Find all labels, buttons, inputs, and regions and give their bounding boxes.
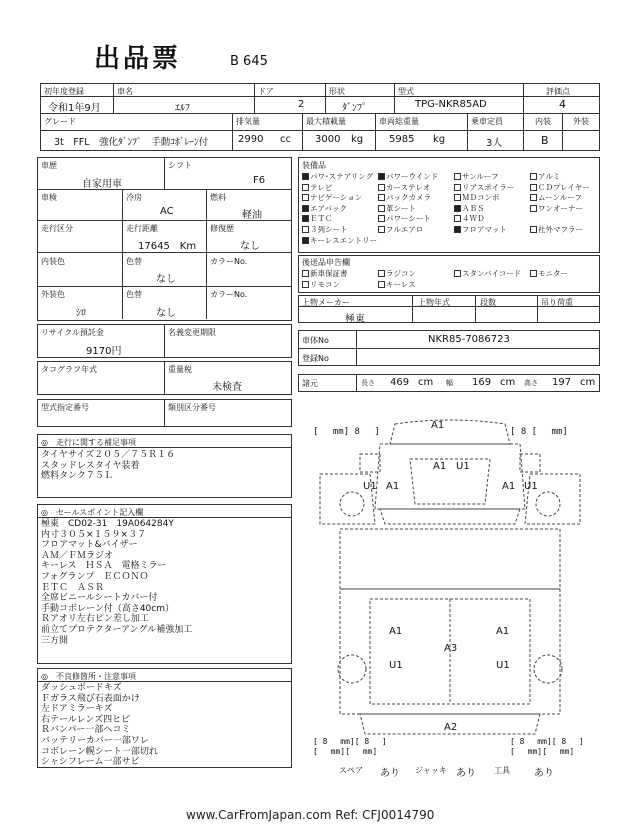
checkbox [302,173,309,180]
checkbox [454,226,461,233]
equipment-item [378,224,423,235]
note-line: Ｆガラス飛び石表面かけ [41,693,140,704]
score-label: 評価点 [546,87,570,96]
tread-value: 8 [354,427,360,437]
mm-unit: mm [330,747,341,756]
equipment-label: ＡＢＳ [462,203,485,213]
body-maker-value: 極東 [345,314,365,325]
jack-value: あり [456,768,476,779]
note-line: タイヤサイズ２０５／７５Ｒ１６ [41,450,176,460]
note-line: 全席ビニールシートカバー付 [41,593,158,604]
after-market-item [378,268,416,279]
checkbox [378,184,385,191]
checkbox [302,215,309,222]
damage-mark: A1 [389,626,403,637]
equipment-label: ＥＴＣ [310,214,333,224]
damage-mark: U1 [389,660,403,671]
checkbox [454,215,461,222]
note-line: スタッドレスタイヤ装着 [41,460,140,471]
after-market-label: キーレス [386,280,416,289]
note-line: 前立てプロテクターアングル補強加工 [41,624,193,635]
shift-label: シフト [168,161,192,170]
equipment-item [454,213,485,224]
equipment-item [454,171,499,182]
note-line: キーレス ＨＳＡ 電格ミラー [41,561,167,572]
checkbox [530,173,537,180]
checkbox [454,194,461,201]
note-line: 内寸３０５×１５９×３７ [41,529,147,540]
damage-mark: A3 [444,643,458,654]
sheet-title: 出品票 [94,44,182,74]
defects-list [41,683,158,768]
damage-mark: A1 [502,481,516,492]
equipment-label: サンルーフ [462,172,499,181]
equipment-label: ナビゲーション [310,193,363,203]
exterior-color-value: ｼﾛ [76,308,86,319]
jack-label: ジャッキ [415,766,447,775]
note-line: Ｒアオリ左右ピン差し加工 [41,614,149,625]
equipment-item [378,203,416,214]
footer-site: www.CarFromJapan.com [186,808,332,822]
checkbox [378,281,385,288]
first-reg-label: 初年度登録 [44,87,84,96]
tools-value: あり [534,768,554,779]
length-value: 469 [390,377,410,388]
note-line: ＥＴＣ ＡＳＲ [41,582,105,593]
after-market-label: モニター [538,269,568,278]
capacity-value: 3人 [486,138,503,149]
equipment-item [530,192,582,203]
sales-points-title: ◎ セールスポイント記入欄 [41,508,144,517]
equipment-item [302,171,373,182]
note-line: 左ドアミラーキズ [41,704,113,715]
mm-unit: mm [537,737,547,746]
equipment-label: フロアマット [462,225,507,234]
width-unit: cm [500,377,516,388]
mm-unit: mm [340,737,350,746]
interior-color-change-label: 色替 [126,257,142,266]
note-line: 極東 CD02-31 19A064284Y [41,519,174,529]
checkbox [530,184,537,191]
damage-mark: A1 [386,481,400,492]
damage-mark: U1 [363,481,377,492]
equipment-item [302,182,332,193]
class-no-label: 類別区分番号 [168,403,216,412]
equipment-item [530,224,583,235]
equipment-label: ムーンルーフ [538,193,582,203]
footer-watermark [186,808,434,822]
after-market-label: ラジコン [386,269,416,278]
max-load-label: 最大積載量 [306,117,346,126]
equipment-item [378,213,431,224]
checkbox [454,205,461,212]
note-line: フロアマット&バイザー [41,540,138,551]
equipment-label: エアバック [310,203,347,213]
checkbox [378,205,385,212]
score-value: 4 [559,98,566,111]
repair-history-value: なし [240,241,260,252]
after-market-item [454,268,521,279]
body-year-label: 上物年式 [418,298,450,307]
equipment-label: ＣＤプレイヤー [538,182,590,192]
equipment-item [378,182,430,193]
front-left-tread: [ mm] 8 ] [313,427,380,437]
registration-no-label: 登録No [302,354,329,363]
equipment-label: リアスポイラー [462,182,515,192]
ac-label: 冷房 [126,193,142,202]
equipment-item [378,171,438,182]
damage-mark: A1 [496,626,510,637]
fuel-label: 燃料 [210,193,226,202]
after-market-title: 後送品申告欄 [302,258,350,267]
note-line: コボレーン幌シート一部切れ [41,746,158,757]
width-value: 169 [472,377,492,388]
mm-unit: mm [527,747,538,756]
interior-color-label: 内装色 [41,257,65,266]
ac-value: AC [160,206,174,217]
truck-diagram [300,414,600,750]
equipment-label: 社外マフラー [538,225,583,234]
checkbox [302,270,309,277]
checkbox [454,184,461,191]
after-market-item [378,279,416,290]
checkbox [302,184,309,191]
weight-tax-value: 未検査 [212,382,242,393]
usage-value: 自家用車 [82,179,122,190]
weight-tax-label: 重量税 [168,365,192,374]
equipment-label: パワーシート [386,214,431,224]
defects-title: ◎ 不良修箇所・注意事項 [41,672,136,681]
height-value: 197 [552,377,572,388]
tread-value: 8 [364,737,370,746]
equipment-label: ４ＷＤ [462,214,485,224]
tread-value: 8 [519,737,525,746]
equipment-item [530,171,560,182]
shape-value: ﾀﾞﾝﾌﾟ [342,103,367,114]
mileage-label: 走行距離 [126,224,158,233]
tools-label: 工具 [494,766,510,775]
interior-grade-label: 内装 [535,117,551,126]
equipment-label: パワーウインド [386,172,439,181]
equipment-label: フルエアロ [386,225,424,234]
mm-unit: mm [332,427,344,437]
equipment-item [530,182,590,193]
grade-label: グレード [44,117,76,126]
repair-history-label: 修復歴 [210,224,234,233]
tread-value: 8 [561,737,567,746]
checkbox [302,194,309,201]
damage-mark: A1 [431,420,445,431]
first-reg-value: 令和1年9月 [48,103,101,114]
equipment-title: 装備品 [302,161,326,170]
shift-value: F6 [253,175,266,186]
equipment-label: アルミ [538,172,561,181]
checkbox [378,194,385,201]
front-right-tread: [ 8 [ mm] [510,427,568,437]
shape-label: 形状 [329,87,345,96]
note-line: フォグランプ ＥＣＯＮＯ [41,571,149,582]
equipment-label: キーレスエントリー [310,235,378,245]
mileage-category-label: 走行区分 [41,224,73,233]
interior-color-change-value: なし [156,274,176,285]
equipment-label: ワンオーナー [538,203,583,213]
equipment-label: ＭＤコンポ [462,193,500,203]
equipment-item [302,213,333,224]
interior-grade-value: B [541,134,549,147]
note-line: ＡＭ／ＦＭラジオ [41,550,114,561]
displacement-value: 2990 [238,134,264,145]
width-label: 幅 [446,379,453,387]
note-line: 右テールレンズ四ヒビ [41,714,131,725]
damage-mark: A2 [444,722,458,733]
lot-number: B 645 [230,54,268,69]
after-market-item [302,268,348,279]
grade-value: 3t FFL 強化ﾀﾞﾝﾌﾟ 手動ｺﾎﾞﾚｰﾝ付 [54,137,209,148]
doors-value: 2 [298,99,305,110]
equipment-label: テレビ [310,182,333,192]
equipment-item [302,192,362,203]
checkbox [454,173,461,180]
gross-weight-value: 5985 [389,134,415,145]
doors-label: ドア [258,87,274,96]
checkbox [530,194,537,201]
exterior-color-label: 外装色 [41,290,65,299]
checkbox [378,270,385,277]
interior-color-no-label: カラーNo. [210,257,248,266]
mm-unit: mm [551,427,563,437]
checkbox [302,226,309,233]
equipment-label: バックカメラ [386,193,431,203]
equipment-item [378,192,431,203]
driving-notes-title: ◎ 走行に関する補足事項 [41,438,136,447]
height-label: 高さ [524,379,538,387]
equipment-item [454,203,485,214]
rear-left-tread: [ 8 mm][ 8 ] [ mm][ mm] [313,737,387,756]
tachograph-label: タコグラフ年式 [41,365,97,374]
gross-weight-unit: kg [433,134,446,145]
car-name-value: ｴﾙﾌ [175,103,190,114]
equipment-label: カーステレオ [386,182,431,192]
note-line: シャシフレーム一部サビ [41,757,140,768]
equipment-item [302,224,348,235]
equipment-label: ３列シート [310,225,348,234]
damage-mark: U1 [496,660,510,671]
equipment-item [302,235,377,246]
length-unit: cm [418,377,434,388]
displacement-label: 排気量 [236,117,260,126]
hoist-load-label: 吊り荷重 [541,298,573,307]
checkbox [302,237,309,244]
tread-value: 8 [322,737,328,746]
chassis-no-label: 車体No [302,336,329,345]
model-value: TPG-NKR85AD [415,99,487,110]
damage-mark: U1 [456,461,470,472]
note-line: 三方開 [41,635,69,646]
equipment-item [454,192,500,203]
height-unit: cm [580,377,596,388]
checkbox [378,173,385,180]
driving-notes-list [41,450,175,482]
after-market-item [530,268,568,279]
equipment-item [530,203,583,214]
checkbox [530,205,537,212]
equipment-label: 革シート [386,203,416,213]
exterior-color-change-label: 色替 [126,290,142,299]
damage-mark: U1 [524,481,538,492]
model-label: 型式 [398,87,414,96]
equipment-item [454,182,514,193]
max-load-unit: kg [351,134,364,145]
spare-tire-label: スペア [339,766,363,775]
exterior-color-no-label: カラーNo. [210,290,248,299]
gross-weight-label: 車両総重量 [379,117,419,126]
chassis-no-value: NKR85-7086723 [428,334,510,345]
note-line: 燃料タンク７５Ｌ [41,471,113,482]
name-change-label: 名義変更期限 [168,328,216,337]
after-market-label: スタンバイコード [462,269,522,278]
stage-count-label: 段数 [480,298,496,307]
damage-mark: A1 [433,461,447,472]
car-name-label: 車名 [117,87,133,96]
equipment-label: パワ･ステアリング [310,172,374,181]
note-line: 手動コボレーン付（高さ40cm） [41,603,174,614]
equipment-item [454,224,507,235]
displacement-unit: cc [280,134,291,145]
mileage-value: 17645 Km [138,241,197,252]
exterior-grade-label: 外装 [573,117,589,126]
recycle-value: 9170円 [86,346,122,357]
mm-unit: mm [362,747,373,756]
checkbox [378,226,385,233]
rear-right-tread: [ 8 mm][ 8 ] [ mm][ mm] [510,737,584,756]
checkbox [454,270,461,277]
length-label: 長さ [361,379,375,387]
after-market-item [302,279,340,290]
spare-tire-value: あり [380,768,400,779]
checkbox [302,205,309,212]
checkbox [530,270,537,277]
sales-points-list [41,519,192,646]
max-load-value: 3000 [315,134,341,145]
footer-ref: Ref: CFJ0014790 [335,808,435,822]
equipment-item [302,203,347,214]
after-market-label: 新車保証書 [310,269,348,278]
dimensions-label: 諸元 [302,379,318,388]
note-line: バッテリーカバー一部ワレ [41,735,149,746]
note-line: Ｒバンパー一部ヘコミ [41,725,131,736]
usage-label: 車歴 [41,161,57,170]
capacity-label: 乗車定員 [471,117,503,126]
checkbox [378,215,385,222]
checkbox [302,281,309,288]
mm-unit: mm [559,747,570,756]
exterior-color-change-value: なし [156,308,176,319]
designation-no-label: 型式指定番号 [41,403,89,412]
fuel-value: 軽油 [242,210,262,221]
recycle-label: リサイクル預託金 [41,328,104,337]
body-maker-label: 上物メーカー [302,298,350,307]
note-line: ダッシュボードキズ [41,683,122,693]
inspection-label: 車検 [41,193,57,202]
checkbox [530,226,537,233]
tread-value: 8 [520,427,527,437]
after-market-label: リモコン [310,280,340,289]
